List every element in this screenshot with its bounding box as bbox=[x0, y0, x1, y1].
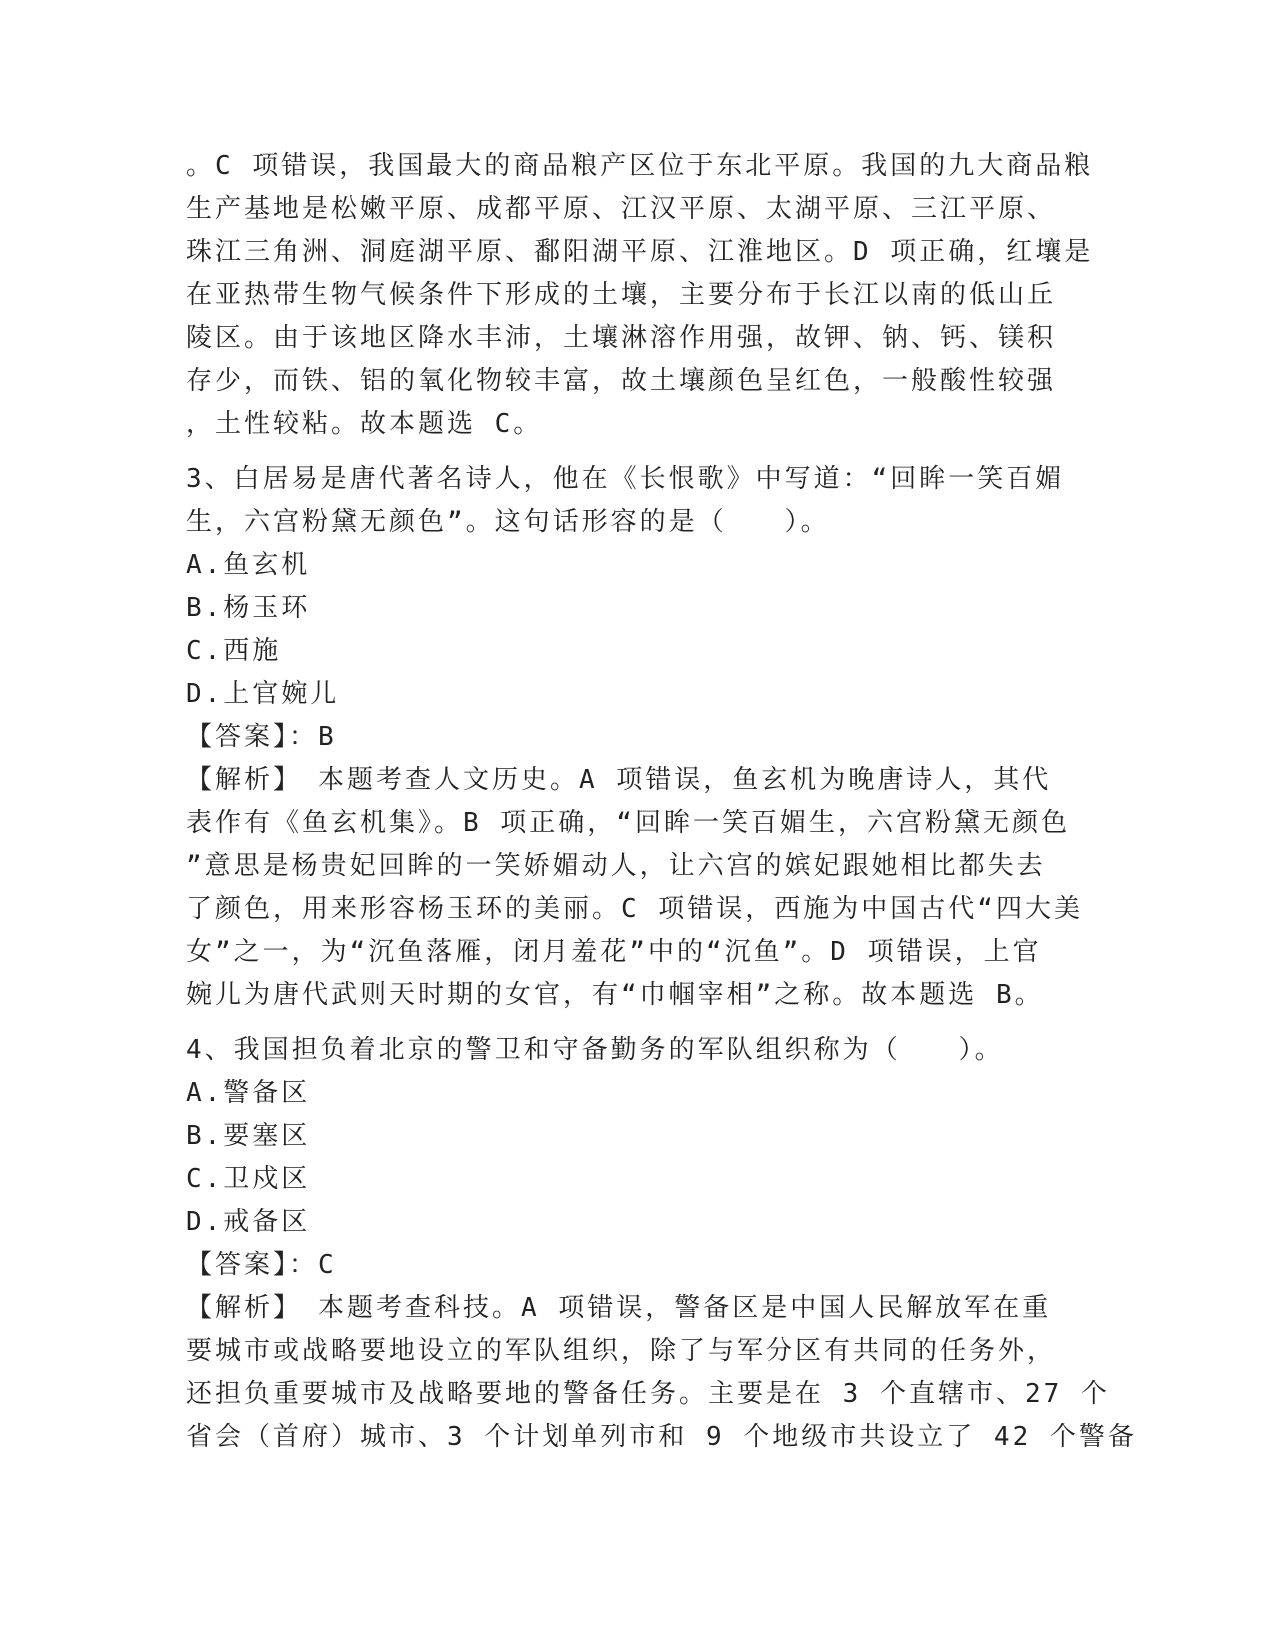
analysis-line: 还担负重要城市及战略要地的警备任务。主要是在 3 个直辖市、27 个 bbox=[186, 1379, 1110, 1409]
question-stem: 生，六宫粉黛无颜色”。这句话形容的是（ ）。 bbox=[186, 507, 830, 537]
option-c: C.卫戍区 bbox=[186, 1164, 311, 1194]
analysis-line: 【解析】 本题考查科技。A 项错误，警备区是中国人民解放军在重 bbox=[186, 1293, 1052, 1323]
option-c: C.西施 bbox=[186, 636, 282, 666]
option-a: A.警备区 bbox=[186, 1078, 311, 1108]
analysis-line: 女”之一，为“沉鱼落雁，闭月羞花”中的“沉鱼”。D 项错误，上官 bbox=[186, 937, 1042, 967]
text-line: 在亚热带生物气候条件下形成的土壤，主要分布于长江以南的低山丘 bbox=[186, 280, 1057, 310]
text-line: 珠江三角洲、洞庭湖平原、鄱阳湖平原、江淮地区。D 项正确，红壤是 bbox=[186, 237, 1094, 267]
question-4 bbox=[186, 1029, 1137, 1459]
option-d: D.戒备区 bbox=[186, 1207, 311, 1237]
option-a: A.鱼玄机 bbox=[186, 550, 311, 580]
text-line: 生产基地是松嫩平原、成都平原、江汉平原、太湖平原、三江平原、 bbox=[186, 194, 1057, 224]
analysis-line: 表作有《鱼玄机集》。B 项正确，“回眸一笑百媚生，六宫粉黛无颜色 bbox=[186, 808, 1070, 838]
previous-analysis-continuation bbox=[186, 145, 1094, 446]
text-line: 陵区。由于该地区降水丰沛，土壤淋溶作用强，故钾、钠、钙、镁积 bbox=[186, 323, 1057, 353]
analysis-line: 省会（首府）城市、3 个计划单列市和 9 个地级市共设立了 42 个警备 bbox=[186, 1422, 1137, 1452]
question-stem: 4、我国担负着北京的警卫和守备勤务的军队组织称为（ ）。 bbox=[186, 1035, 1004, 1065]
text-line: ，土性较粘。故本题选 C。 bbox=[186, 409, 543, 439]
analysis-line: 【解析】 本题考查人文历史。A 项错误，鱼玄机为晚唐诗人，其代 bbox=[186, 765, 1052, 795]
question-stem: 3、白居易是唐代著名诗人，他在《长恨歌》中写道：“回眸一笑百媚 bbox=[186, 464, 1065, 494]
answer-line: 【答案】：B bbox=[186, 722, 337, 752]
document-page bbox=[186, 145, 1137, 1459]
analysis-line: 了颜色，用来形容杨玉环的美丽。C 项错误，西施为中国古代“四大美 bbox=[186, 894, 1083, 924]
spacer bbox=[186, 1017, 1086, 1029]
option-b: B.要塞区 bbox=[186, 1121, 311, 1151]
question-3 bbox=[186, 458, 1086, 1017]
analysis-line: 要城市或战略要地设立的军队组织，除了与军分区有共同的任务外， bbox=[186, 1336, 1057, 1366]
analysis-line: ”意思是杨贵妃回眸的一笑娇媚动人，让六宫的嫔妃跟她相比都失去 bbox=[186, 851, 1046, 881]
option-b: B.杨玉环 bbox=[186, 593, 311, 623]
spacer bbox=[186, 446, 1086, 458]
text-line: 存少，而铁、铝的氧化物较丰富，故土壤颜色呈红色，一般酸性较强 bbox=[186, 366, 1057, 396]
text-line: 。C 项错误，我国最大的商品粮产区位于东北平原。我国的九大商品粮 bbox=[186, 151, 1094, 181]
answer-line: 【答案】：C bbox=[186, 1250, 337, 1280]
option-d: D.上官婉儿 bbox=[186, 679, 340, 709]
analysis-line: 婉儿为唐代武则天时期的女官，有“巾帼宰相”之称。故本题选 B。 bbox=[186, 980, 1044, 1010]
